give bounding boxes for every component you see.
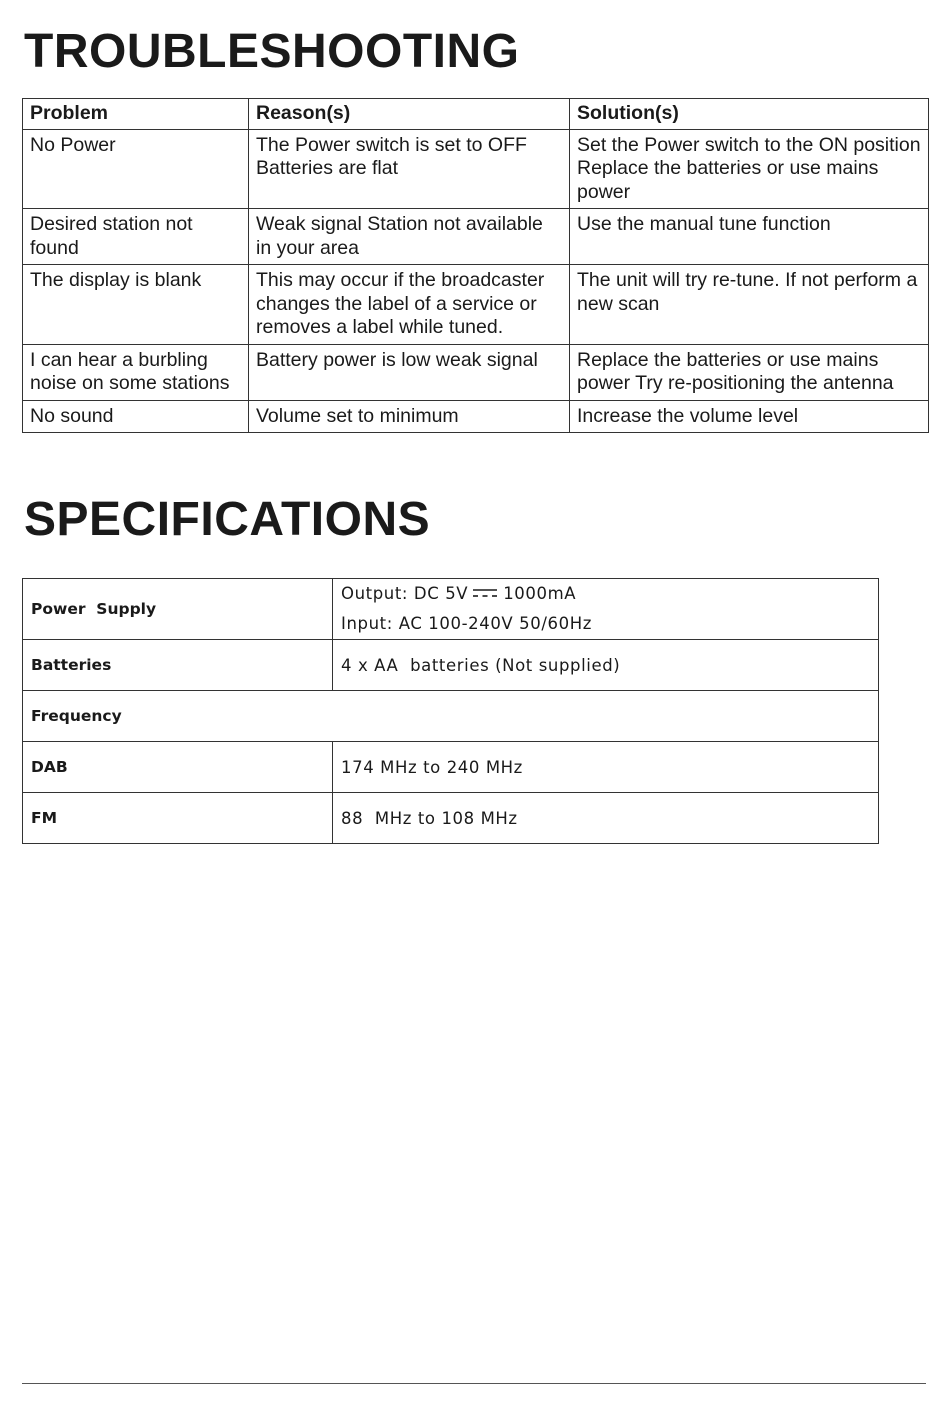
solution-cell: The unit will try re-tune. If not perform a new scan: [570, 265, 929, 345]
power-input-line: Input: AC 100-240V 50/60Hz: [341, 614, 592, 633]
column-header-reasons: Reason(s): [249, 99, 570, 130]
table-row: [23, 209, 929, 265]
problem-cell: No sound: [23, 400, 249, 433]
troubleshooting-table: [22, 98, 929, 433]
solution-cell: Replace the batteries or use mains power Try re-positioning the antenna: [570, 344, 929, 400]
power-supply-value: [333, 579, 879, 640]
problem-cell: No Power: [23, 129, 249, 209]
table-row: [23, 265, 929, 345]
reason-cell: The Power switch is set to OFF Batteries are flat: [249, 129, 570, 209]
specifications-heading: SPECIFICATIONS: [24, 493, 431, 546]
dab-label: DAB: [23, 742, 333, 793]
reason-cell: Volume set to minimum: [249, 400, 570, 433]
dab-value: 174 MHz to 240 MHz: [333, 742, 879, 793]
dc-current-symbol-icon: [472, 588, 498, 598]
table-header-row: [23, 99, 929, 130]
power-output-line: [341, 579, 870, 609]
spec-row-power-supply: [23, 579, 879, 640]
frequency-label: Frequency: [23, 691, 879, 742]
spec-row-fm: [23, 793, 879, 844]
power-supply-label: Power Supply: [23, 579, 333, 640]
spec-row-batteries: [23, 640, 879, 691]
table-row: [23, 344, 929, 400]
batteries-value: 4 x AA batteries (Not supplied): [333, 640, 879, 691]
footer-divider: [22, 1383, 926, 1384]
problem-cell: I can hear a burbling noise on some stations: [23, 344, 249, 400]
table-row: [23, 129, 929, 209]
fm-value: 88 MHz to 108 MHz: [333, 793, 879, 844]
problem-cell: The display is blank: [23, 265, 249, 345]
specifications-table: [22, 578, 879, 844]
table-row: [23, 400, 929, 433]
solution-cell: Use the manual tune function: [570, 209, 929, 265]
solution-cell: Set the Power switch to the ON position Replace the batteries or use mains power: [570, 129, 929, 209]
reason-cell: Battery power is low weak signal: [249, 344, 570, 400]
spec-row-dab: [23, 742, 879, 793]
batteries-label: Batteries: [23, 640, 333, 691]
reason-cell: This may occur if the broadcaster changes the label of a service or removes a label while tuned.: [249, 265, 570, 345]
solution-cell: Increase the volume level: [570, 400, 929, 433]
power-output-prefix: Output: DC 5V: [341, 584, 469, 603]
column-header-problem: Problem: [23, 99, 249, 130]
problem-cell: Desired station not found: [23, 209, 249, 265]
fm-label: FM: [23, 793, 333, 844]
power-output-suffix: 1000mA: [503, 584, 577, 603]
reason-cell: Weak signal Station not available in your area: [249, 209, 570, 265]
troubleshooting-heading: TROUBLESHOOTING: [24, 25, 520, 78]
column-header-solutions: Solution(s): [570, 99, 929, 130]
spec-row-frequency: [23, 691, 879, 742]
